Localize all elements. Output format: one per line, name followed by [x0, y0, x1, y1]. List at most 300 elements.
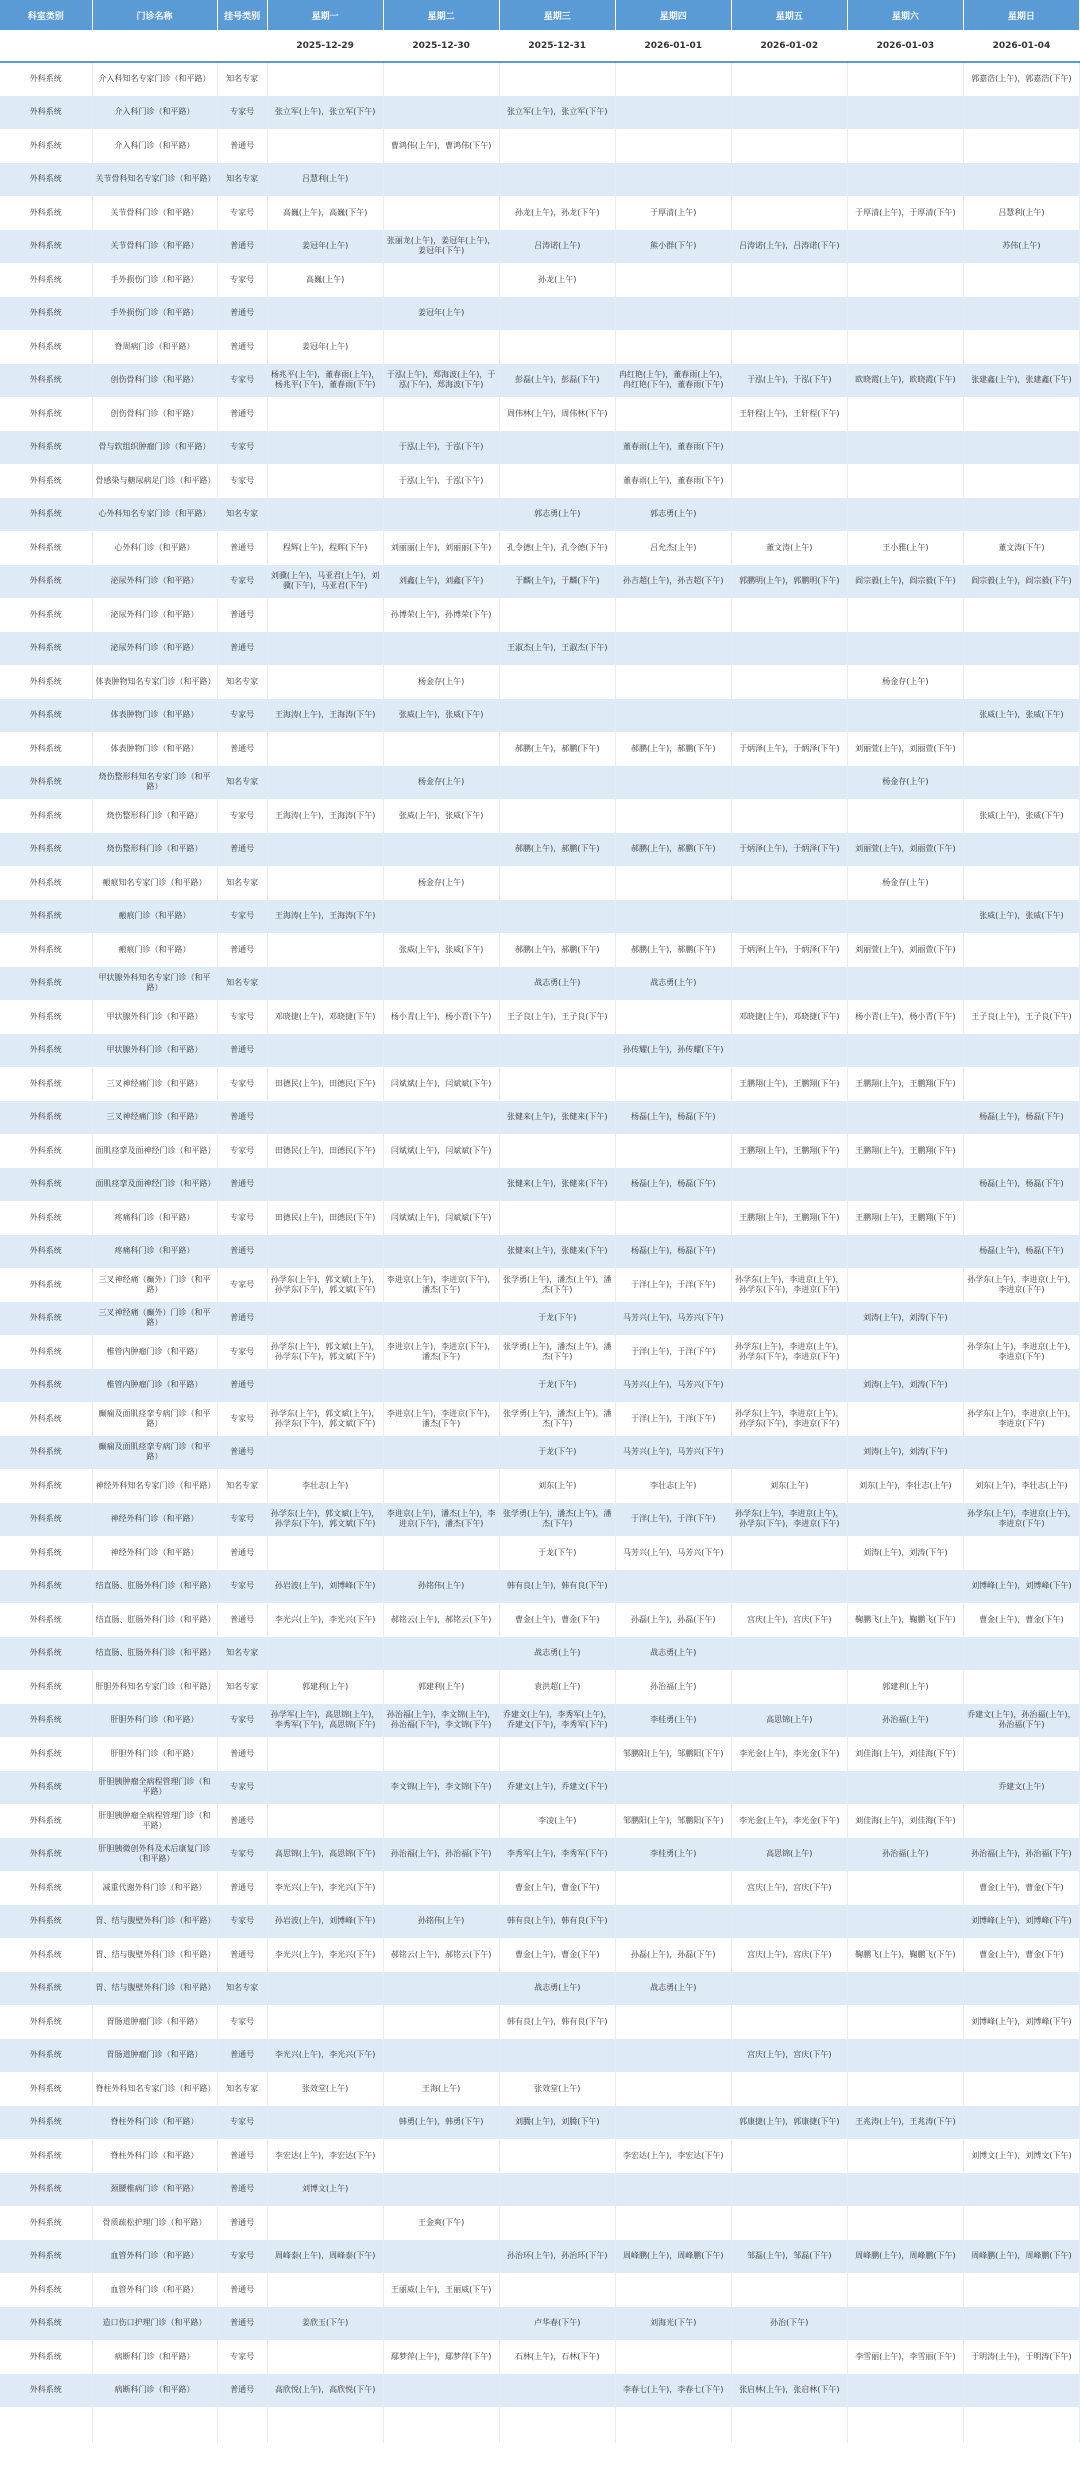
cell-thursday: 吕允杰(上午) [615, 531, 731, 565]
cell-sunday: 刘博峰(上午)，刘博峰(下午) [963, 2005, 1079, 2039]
cell-registration-type: 普通号 [217, 1168, 267, 1202]
cell-registration-type: 普通号 [217, 1235, 267, 1269]
cell-friday [731, 1670, 847, 1704]
cell-tuesday: 王丽威(上午)，王丽威(下午) [383, 2273, 499, 2307]
cell-saturday: 杨金存(上午) [847, 665, 963, 699]
cell-department-category: 外科系统 [0, 1503, 92, 1537]
blank-cell [0, 2407, 92, 2443]
table-row [0, 1838, 1080, 1872]
cell-wednesday [499, 330, 615, 364]
table-row [0, 2106, 1080, 2140]
cell-tuesday [383, 2240, 499, 2274]
cell-clinic-name: 心外科知名专家门诊（和平路） [92, 498, 217, 532]
cell-saturday [847, 2273, 963, 2307]
cell-wednesday: 曹金(上午)，曹金(下午) [499, 1603, 615, 1637]
cell-monday: 田德民(上午)，田德民(下午) [267, 1134, 383, 1168]
date-friday: 2026-01-02 [731, 31, 847, 63]
cell-registration-type: 专家号 [217, 1771, 267, 1805]
cell-saturday [847, 1972, 963, 2006]
cell-friday [731, 1034, 847, 1068]
cell-wednesday: 韩有良(上午)，韩有良(下午) [499, 2005, 615, 2039]
cell-tuesday: 杨金存(上午) [383, 766, 499, 800]
cell-sunday: 乔建文(上午)，孙治福(上午)，孙治福(下午) [963, 1704, 1079, 1738]
cell-monday: 吕慧利(上午) [267, 163, 383, 197]
cell-friday: 张启林(上午)，张启林(下午) [731, 2374, 847, 2408]
blank-cell [217, 2407, 267, 2443]
cell-registration-type: 知名专家 [217, 62, 267, 96]
cell-department-category: 外科系统 [0, 1570, 92, 1604]
cell-registration-type: 专家号 [217, 1268, 267, 1302]
cell-department-category: 外科系统 [0, 699, 92, 733]
cell-tuesday [383, 2139, 499, 2173]
cell-monday [267, 1771, 383, 1805]
cell-department-category: 外科系统 [0, 1034, 92, 1068]
table-row [0, 2273, 1080, 2307]
cell-sunday: 张威(上午)，张威(下午) [963, 799, 1079, 833]
cell-department-category: 外科系统 [0, 1637, 92, 1671]
cell-department-category: 外科系统 [0, 1905, 92, 1939]
cell-wednesday: 战志勇(上午) [499, 967, 615, 1001]
cell-monday: 孙学东(上午)，郭文斌(上午)，孙学东(下午)，郭文斌(下午) [267, 1268, 383, 1302]
cell-wednesday: 李凌(上午) [499, 1804, 615, 1838]
cell-saturday: 王鹏翔(上午)，王鹏翔(下午) [847, 1067, 963, 1101]
cell-wednesday [499, 431, 615, 465]
cell-monday: 李光兴(上午)，李光兴(下午) [267, 1871, 383, 1905]
cell-friday: 宫庆(上午)，宫庆(下午) [731, 2039, 847, 2073]
cell-saturday [847, 1101, 963, 1135]
cell-clinic-name: 减重代谢外科门诊（和平路） [92, 1871, 217, 1905]
cell-tuesday: 姜冠年(上午) [383, 297, 499, 331]
cell-clinic-name: 脊柱外科门诊（和平路） [92, 2106, 217, 2140]
cell-saturday: 阎宗毅(上午)，阎宗毅(下午) [847, 565, 963, 599]
cell-clinic-name: 介入科门诊（和平路） [92, 129, 217, 163]
cell-friday [731, 1436, 847, 1470]
cell-monday: 王海涛(上午)，王海涛(下午) [267, 799, 383, 833]
cell-thursday [615, 1871, 731, 1905]
cell-sunday [963, 431, 1079, 465]
cell-friday [731, 598, 847, 632]
table-row [0, 2139, 1080, 2173]
header-thursday: 星期四 [615, 0, 731, 31]
date-spacer [92, 31, 217, 63]
cell-clinic-name: 三叉神经痛门诊（和平路） [92, 1101, 217, 1135]
cell-wednesday: 李秀军(上午)，李秀军(下午) [499, 1838, 615, 1872]
cell-clinic-name: 手外损伤门诊（和平路） [92, 263, 217, 297]
table-row [0, 1235, 1080, 1269]
cell-tuesday [383, 2374, 499, 2408]
cell-monday: 王海涛(上午)，王海涛(下午) [267, 699, 383, 733]
cell-sunday [963, 1369, 1079, 1403]
cell-department-category: 外科系统 [0, 1603, 92, 1637]
cell-monday: 刘骥(上午)，马亚君(上午)，刘骥(下午)，马亚君(下午) [267, 565, 383, 599]
cell-department-category: 外科系统 [0, 2106, 92, 2140]
cell-sunday [963, 2273, 1079, 2307]
cell-wednesday: 孙治环(上午)，孙治环(下午) [499, 2240, 615, 2274]
cell-saturday: 周峰鹏(上午)，周峰鹏(下午) [847, 2240, 963, 2274]
cell-tuesday: 李进京(上午)，李进京(下午)，潘杰(下午) [383, 1268, 499, 1302]
cell-department-category: 外科系统 [0, 364, 92, 398]
date-thursday: 2026-01-01 [615, 31, 731, 63]
cell-friday: 王鹏翔(上午)，王鹏翔(下午) [731, 1067, 847, 1101]
blank-cell [499, 2407, 615, 2443]
cell-registration-type: 普通号 [217, 598, 267, 632]
cell-wednesday: 袁洪超(上午) [499, 1670, 615, 1704]
cell-thursday [615, 163, 731, 197]
cell-registration-type: 专家号 [217, 1402, 267, 1436]
cell-registration-type: 专家号 [217, 2106, 267, 2140]
cell-thursday: 战志勇(上午) [615, 967, 731, 1001]
cell-wednesday [499, 1201, 615, 1235]
cell-thursday: 郝鹏(上午)，郝鹏(下午) [615, 833, 731, 867]
cell-friday [731, 431, 847, 465]
cell-department-category: 外科系统 [0, 833, 92, 867]
table-row [0, 464, 1080, 498]
cell-thursday [615, 1000, 731, 1034]
cell-monday [267, 1972, 383, 2006]
cell-saturday: 欧晓霞(上午)，欧晓霞(下午) [847, 364, 963, 398]
cell-registration-type: 知名专家 [217, 1972, 267, 2006]
cell-saturday: 刘东(上午)，李壮志(上午) [847, 1469, 963, 1503]
cell-thursday [615, 766, 731, 800]
header-monday: 星期一 [267, 0, 383, 31]
cell-thursday: 董春雨(上午)，董春雨(下午) [615, 431, 731, 465]
cell-wednesday: 曹金(上午)，曹金(下午) [499, 1871, 615, 1905]
cell-saturday: 孙治福(上午) [847, 1838, 963, 1872]
cell-sunday: 孙治福(上午)，孙治福(下午) [963, 1838, 1079, 1872]
blank-row [0, 2407, 1080, 2443]
cell-friday: 宫庆(上午)，宫庆(下午) [731, 1603, 847, 1637]
cell-friday [731, 1972, 847, 2006]
cell-tuesday [383, 1804, 499, 1838]
cell-friday [731, 96, 847, 130]
cell-saturday [847, 2374, 963, 2408]
table-row [0, 1603, 1080, 1637]
cell-wednesday [499, 799, 615, 833]
cell-department-category: 外科系统 [0, 2206, 92, 2240]
cell-friday [731, 297, 847, 331]
cell-monday [267, 1302, 383, 1336]
cell-thursday [615, 1905, 731, 1939]
cell-thursday: 于洋(上午)，于洋(下午) [615, 1268, 731, 1302]
header-clinic-name: 门诊名称 [92, 0, 217, 31]
table-row [0, 1268, 1080, 1302]
cell-clinic-name: 甲状腺外科知名专家门诊（和平路） [92, 967, 217, 1001]
cell-clinic-name: 疼痛科门诊（和平路） [92, 1235, 217, 1269]
cell-registration-type: 普通号 [217, 732, 267, 766]
cell-tuesday [383, 96, 499, 130]
cell-sunday [963, 330, 1079, 364]
cell-department-category: 外科系统 [0, 498, 92, 532]
table-row [0, 196, 1080, 230]
cell-friday: 王鹏翔(上午)，王鹏翔(下午) [731, 1201, 847, 1235]
cell-clinic-name: 颈腰椎病门诊（和平路） [92, 2173, 217, 2207]
cell-department-category: 外科系统 [0, 96, 92, 130]
cell-thursday [615, 2206, 731, 2240]
cell-wednesday: 于龙(下午) [499, 1302, 615, 1336]
header-registration-type: 挂号类别 [217, 0, 267, 31]
cell-sunday [963, 2374, 1079, 2408]
cell-registration-type: 知名专家 [217, 967, 267, 1001]
table-row [0, 967, 1080, 1001]
cell-sunday: 杨磊(上午)，杨磊(下午) [963, 1235, 1079, 1269]
cell-friday: 李光金(上午)，李光金(下午) [731, 1804, 847, 1838]
cell-clinic-name: 烧伤整形科门诊（和平路） [92, 833, 217, 867]
cell-thursday [615, 665, 731, 699]
cell-clinic-name: 脊柱外科知名专家门诊（和平路） [92, 2072, 217, 2106]
cell-thursday: 郝鹏(上午)，郝鹏(下午) [615, 732, 731, 766]
cell-tuesday [383, 1871, 499, 1905]
cell-registration-type: 专家号 [217, 2240, 267, 2274]
cell-registration-type: 知名专家 [217, 2072, 267, 2106]
cell-friday: 郭鹏明(上午)，郭鹏明(下午) [731, 565, 847, 599]
cell-sunday [963, 1637, 1079, 1671]
cell-wednesday [499, 2139, 615, 2173]
cell-registration-type: 普通号 [217, 1871, 267, 1905]
cell-tuesday [383, 1101, 499, 1135]
cell-monday [267, 665, 383, 699]
cell-sunday [963, 1670, 1079, 1704]
table-row [0, 1168, 1080, 1202]
cell-friday: 孙学东(上午)，李进京(上午)，孙学东(下午)，李进京(下午) [731, 1335, 847, 1369]
date-monday: 2025-12-29 [267, 31, 383, 63]
cell-sunday [963, 2173, 1079, 2207]
cell-tuesday: 张威(上午)，张威(下午) [383, 699, 499, 733]
blank-cell [267, 2407, 383, 2443]
cell-registration-type: 专家号 [217, 196, 267, 230]
cell-saturday [847, 464, 963, 498]
cell-thursday: 孙吉超(上午)，孙吉超(下午) [615, 565, 731, 599]
cell-clinic-name: 面肌痉挛及面神经门诊（和平路） [92, 1168, 217, 1202]
cell-saturday [847, 1268, 963, 1302]
cell-tuesday [383, 2307, 499, 2341]
cell-registration-type: 专家号 [217, 1503, 267, 1537]
cell-sunday [963, 297, 1079, 331]
cell-wednesday: 周伟林(上午)，周伟林(下午) [499, 397, 615, 431]
header-row [0, 0, 1080, 31]
cell-registration-type: 普通号 [217, 297, 267, 331]
cell-sunday [963, 1067, 1079, 1101]
cell-clinic-name: 结直肠、肛肠外科门诊（和平路） [92, 1637, 217, 1671]
cell-friday [731, 967, 847, 1001]
cell-department-category: 外科系统 [0, 632, 92, 666]
cell-sunday [963, 2072, 1079, 2106]
cell-thursday [615, 263, 731, 297]
cell-tuesday [383, 330, 499, 364]
cell-department-category: 外科系统 [0, 799, 92, 833]
cell-thursday [615, 397, 731, 431]
cell-sunday: 周峰鹏(上午)，周峰鹏(下午) [963, 2240, 1079, 2274]
cell-saturday: 鞠鹏飞(上午)，鞠鹏飞(下午) [847, 1603, 963, 1637]
cell-saturday [847, 129, 963, 163]
table-row [0, 766, 1080, 800]
cell-sunday [963, 464, 1079, 498]
cell-clinic-name: 甲状腺外科门诊（和平路） [92, 1000, 217, 1034]
cell-saturday [847, 397, 963, 431]
cell-thursday [615, 598, 731, 632]
cell-saturday: 王小雅(上午) [847, 531, 963, 565]
cell-saturday [847, 1871, 963, 1905]
cell-registration-type: 普通号 [217, 1938, 267, 1972]
cell-sunday [963, 2307, 1079, 2341]
cell-registration-type: 普通号 [217, 833, 267, 867]
cell-wednesday [499, 297, 615, 331]
cell-clinic-name: 甲状腺外科门诊（和平路） [92, 1034, 217, 1068]
cell-tuesday [383, 498, 499, 532]
cell-monday: 程辉(上午)，程辉(下午) [267, 531, 383, 565]
cell-friday: 董文涛(上午) [731, 531, 847, 565]
cell-department-category: 外科系统 [0, 431, 92, 465]
cell-wednesday [499, 1134, 615, 1168]
cell-saturday [847, 632, 963, 666]
cell-wednesday: 曹金(上午)，曹金(下午) [499, 1938, 615, 1972]
cell-clinic-name: 瘢痕门诊（和平路） [92, 900, 217, 934]
cell-tuesday: 闫斌斌(上午)，闫斌斌(下午) [383, 1201, 499, 1235]
cell-sunday [963, 2206, 1079, 2240]
cell-tuesday: 闫斌斌(上午)，闫斌斌(下午) [383, 1067, 499, 1101]
cell-sunday [963, 732, 1079, 766]
cell-department-category: 外科系统 [0, 531, 92, 565]
table-row [0, 1871, 1080, 1905]
table-row [0, 1335, 1080, 1369]
cell-monday [267, 431, 383, 465]
table-row [0, 665, 1080, 699]
cell-monday: 王海涛(上午)，王海涛(下午) [267, 900, 383, 934]
cell-sunday [963, 1972, 1079, 2006]
cell-saturday: 刘佳海(上午)，刘佳海(下午) [847, 1737, 963, 1771]
cell-wednesday: 孔令德(上午)，孔令德(下午) [499, 531, 615, 565]
cell-clinic-name: 关节骨科门诊（和平路） [92, 196, 217, 230]
cell-registration-type: 普通号 [217, 1804, 267, 1838]
cell-friday [731, 464, 847, 498]
cell-registration-type: 普通号 [217, 1034, 267, 1068]
cell-registration-type: 普通号 [217, 2039, 267, 2073]
cell-sunday [963, 1436, 1079, 1470]
date-sunday: 2026-01-04 [963, 31, 1079, 63]
cell-wednesday [499, 699, 615, 733]
cell-tuesday: 闫斌斌(上午)，闫斌斌(下午) [383, 1134, 499, 1168]
cell-registration-type: 知名专家 [217, 498, 267, 532]
cell-tuesday: 张威(上午)，张威(下午) [383, 799, 499, 833]
cell-wednesday: 张健来(上午)，张健来(下午) [499, 1235, 615, 1269]
cell-thursday [615, 297, 731, 331]
cell-tuesday: 于泓(上午)，郑海波(上午)，于泓(下午)，郑海波(下午) [383, 364, 499, 398]
cell-friday [731, 196, 847, 230]
table-row [0, 1503, 1080, 1537]
cell-thursday: 冉红艳(上午)，董春雨(上午)，冉红艳(下午)，董春雨(下午) [615, 364, 731, 398]
header-department-category: 科室类别 [0, 0, 92, 31]
cell-monday: 姜冠年(上午) [267, 330, 383, 364]
cell-wednesday: 韩有良(上午)，韩有良(下午) [499, 1905, 615, 1939]
cell-clinic-name: 神经外科门诊（和平路） [92, 1503, 217, 1537]
cell-sunday: 于明涛(上午)，于明涛(下午) [963, 2340, 1079, 2374]
cell-clinic-name: 神经外科知名专家门诊（和平路） [92, 1469, 217, 1503]
cell-monday [267, 2340, 383, 2374]
cell-wednesday [499, 163, 615, 197]
cell-sunday [963, 1034, 1079, 1068]
cell-thursday [615, 699, 731, 733]
header-tuesday: 星期二 [383, 0, 499, 31]
cell-tuesday: 李进京(上午)，潘杰(上午)，李进京(下午)，潘杰(下午) [383, 1503, 499, 1537]
cell-clinic-name: 骨感染与糖尿病足门诊（和平路） [92, 464, 217, 498]
table-row [0, 2240, 1080, 2274]
cell-friday [731, 2173, 847, 2207]
table-row [0, 498, 1080, 532]
cell-thursday: 周峰鹏(上午)，周峰鹏(下午) [615, 2240, 731, 2274]
cell-tuesday: 郭建利(上午) [383, 1670, 499, 1704]
cell-friday [731, 2273, 847, 2307]
cell-friday: 邓晓捷(上午)，邓晓捷(下午) [731, 1000, 847, 1034]
cell-tuesday [383, 732, 499, 766]
cell-friday: 郭康捷(上午)，郭康捷(下午) [731, 2106, 847, 2140]
cell-thursday: 杨磊(上午)，杨磊(下午) [615, 1235, 731, 1269]
cell-wednesday: 郝鹏(上午)，郝鹏(下午) [499, 833, 615, 867]
cell-saturday [847, 1235, 963, 1269]
table-row [0, 1402, 1080, 1436]
cell-wednesday [499, 598, 615, 632]
cell-tuesday [383, 62, 499, 96]
cell-sunday: 阎宗毅(上午)，阎宗毅(下午) [963, 565, 1079, 599]
cell-registration-type: 普通号 [217, 933, 267, 967]
cell-registration-type: 专家号 [217, 900, 267, 934]
cell-tuesday: 李文锦(上午)，李文锦(下午) [383, 1771, 499, 1805]
cell-registration-type: 专家号 [217, 1704, 267, 1738]
header-wednesday: 星期三 [499, 0, 615, 31]
cell-saturday [847, 1905, 963, 1939]
cell-friday [731, 900, 847, 934]
cell-registration-type: 普通号 [217, 2307, 267, 2341]
cell-monday [267, 833, 383, 867]
cell-clinic-name: 泌尿外科门诊（和平路） [92, 632, 217, 666]
cell-wednesday [499, 1067, 615, 1101]
cell-department-category: 外科系统 [0, 1536, 92, 1570]
cell-clinic-name: 瘢痕知名专家门诊（和平路） [92, 866, 217, 900]
table-row [0, 397, 1080, 431]
cell-clinic-name: 椎管内肿瘤门诊（和平路） [92, 1369, 217, 1403]
cell-tuesday [383, 263, 499, 297]
cell-thursday: 马芳兴(上午)，马芳兴(下午) [615, 1536, 731, 1570]
cell-thursday: 马芳兴(上午)，马芳兴(下午) [615, 1369, 731, 1403]
cell-clinic-name: 病断科门诊（和平路） [92, 2340, 217, 2374]
cell-saturday: 刘丽萱(上午)，刘丽萱(下午) [847, 933, 963, 967]
table-row [0, 2374, 1080, 2408]
cell-tuesday: 王金爽(下午) [383, 2206, 499, 2240]
cell-tuesday [383, 1168, 499, 1202]
cell-clinic-name: 脊周病门诊（和平路） [92, 330, 217, 364]
cell-thursday: 郭志勇(上午) [615, 498, 731, 532]
cell-friday [731, 62, 847, 96]
cell-registration-type: 知名专家 [217, 665, 267, 699]
table-row [0, 1101, 1080, 1135]
cell-friday: 孙学东(上午)，李进京(上午)，孙学东(下午)，李进京(下午) [731, 1503, 847, 1537]
cell-saturday: 刘涛(上午)，刘涛(下午) [847, 1369, 963, 1403]
cell-saturday: 王兆涛(上午)，王兆涛(下午) [847, 2106, 963, 2140]
table-row [0, 1436, 1080, 1470]
cell-sunday [963, 163, 1079, 197]
cell-sunday: 刘博峰(上午)，刘博峰(下午) [963, 1905, 1079, 1939]
cell-saturday [847, 263, 963, 297]
cell-sunday [963, 598, 1079, 632]
cell-friday [731, 1637, 847, 1671]
cell-thursday [615, 2106, 731, 2140]
cell-tuesday [383, 2005, 499, 2039]
cell-thursday: 刘海光(下午) [615, 2307, 731, 2341]
cell-saturday: 刘佳海(上午)，刘佳海(下午) [847, 1804, 963, 1838]
cell-thursday: 郝鹏(上午)，郝鹏(下午) [615, 933, 731, 967]
cell-friday: 邹磊(上午)，邹磊(下午) [731, 2240, 847, 2274]
cell-department-category: 外科系统 [0, 2005, 92, 2039]
cell-monday: 刘博文(上午) [267, 2173, 383, 2207]
cell-monday: 张立军(上午)，张立军(下午) [267, 96, 383, 130]
